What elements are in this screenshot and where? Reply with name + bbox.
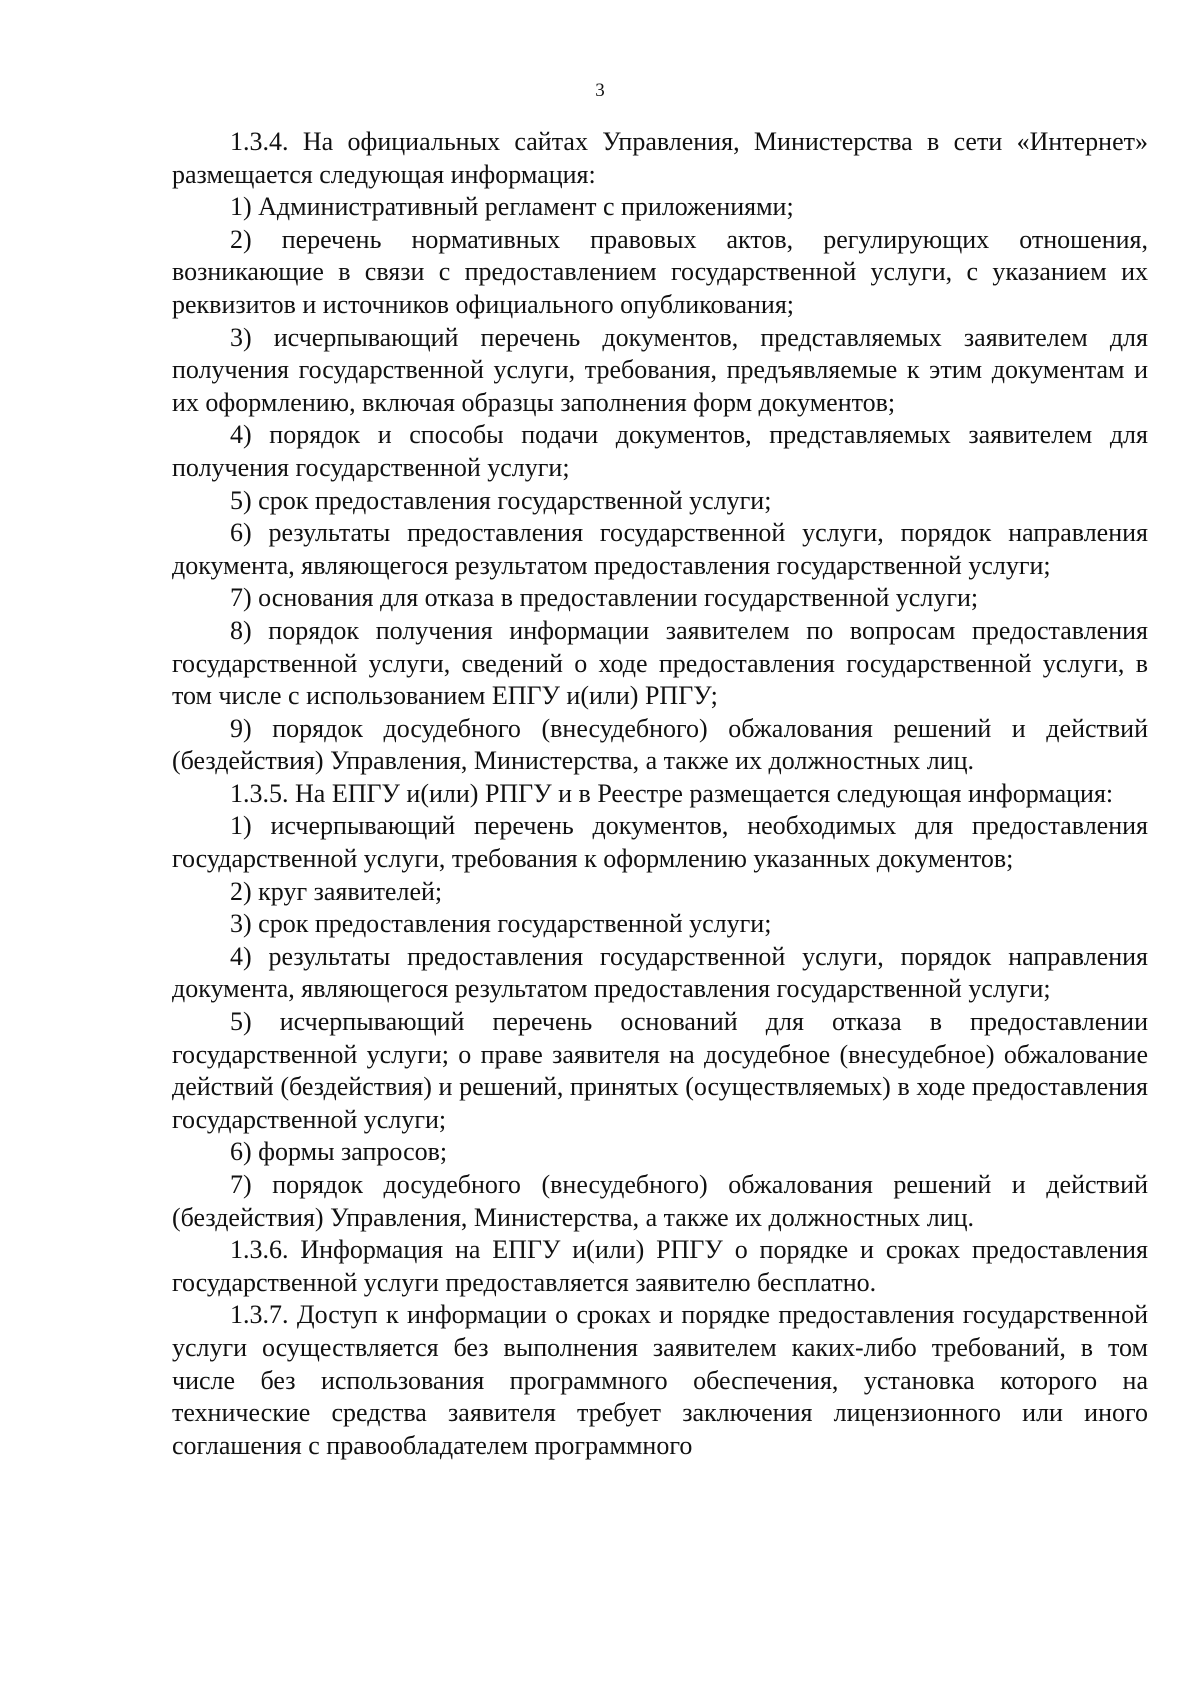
paragraph-1-3-6: 1.3.6. Информация на ЕПГУ и(или) РПГУ о порядке и сроках предоставления государственной услуги предоставляется заявителю бесплатно. — [172, 1235, 1148, 1297]
list-item: 4) результаты предоставления государственной услуги, порядок направления документа, являющегося результатом предоставления государственной услуги; — [172, 941, 1148, 1004]
list-item: 6) результаты предоставления государственной услуги, порядок направления документа, являющегося результатом предоставления государственной услуги; — [172, 518, 1148, 580]
list-item: 1) исчерпывающий перечень документов, необходимых для предоставления государственной услуги, требования к оформлению указанных документов; — [172, 811, 1148, 874]
list-item: 5) срок предоставления государственной услуги; — [230, 485, 772, 515]
list-item: 2) перечень нормативных правовых актов, регулирующих отношения, возникающие в связи с предоставлением государственной услуги, с указанием их реквизитов и источников официального опубликования; — [172, 224, 1148, 319]
list-item: 5) исчерпывающий перечень оснований для отказа в предоставлении государственной услуги; о праве заявителя на досудебное (внесудебное) обжалование действий (бездействия) и решений, принятых (осуществляемых) в ходе предоставления государственной услуги; — [172, 1007, 1148, 1134]
list-item: 9) порядок досудебного (внесудебного) обжалования решений и действий (бездействия) Управления, Министерства, а также их должностных лиц. — [172, 713, 1148, 776]
list-item: 6) формы запросов; — [230, 1137, 448, 1167]
page-number: 3 — [595, 80, 605, 101]
paragraph-1-3-4: 1.3.4. На официальных сайтах Управления, Министерства в сети «Интернет» размещается следующая информация: — [172, 127, 1148, 189]
list-item: 2) круг заявителей; — [230, 876, 443, 906]
paragraph-1-3-5: 1.3.5. На ЕПГУ и(или) РПГУ и в Реестре размещается следующая информация: — [230, 778, 1114, 808]
list-item: 3) исчерпывающий перечень документов, представляемых заявителем для получения государственной услуги, требования, предъявляемые к этим документам и их оформлению, включая образцы заполнения форм документов; — [172, 322, 1148, 417]
list-item: 1) Административный регламент с приложениями; — [230, 192, 794, 222]
list-item: 4) порядок и способы подачи документов, представляемых заявителем для получения государственной услуги; — [172, 420, 1148, 482]
list-item: 7) основания для отказа в предоставлении государственной услуги; — [230, 583, 979, 613]
paragraph-1-3-7: 1.3.7. Доступ к информации о сроках и порядке предоставления государственной услуги осуществляется без выполнения заявителем каких-либо требований, в том числе без использования программного обеспечения, установка которого на технические средства заявителя требует заключения лицензионного или иного соглашения с правообладателем программного — [172, 1300, 1148, 1460]
list-item: 3) срок предоставления государственной услуги; — [230, 909, 772, 939]
document-body — [172, 126, 1148, 1462]
list-item: 8) порядок получения информации заявителем по вопросам предоставления государственной услуги, сведений о ходе предоставления государственной услуги, в том числе с использованием ЕПГУ и(или) РПГУ; — [172, 615, 1148, 711]
list-item: 7) порядок досудебного (внесудебного) обжалования решений и действий (бездействия) Управления, Министерства, а также их должностных лиц. — [172, 1170, 1148, 1232]
